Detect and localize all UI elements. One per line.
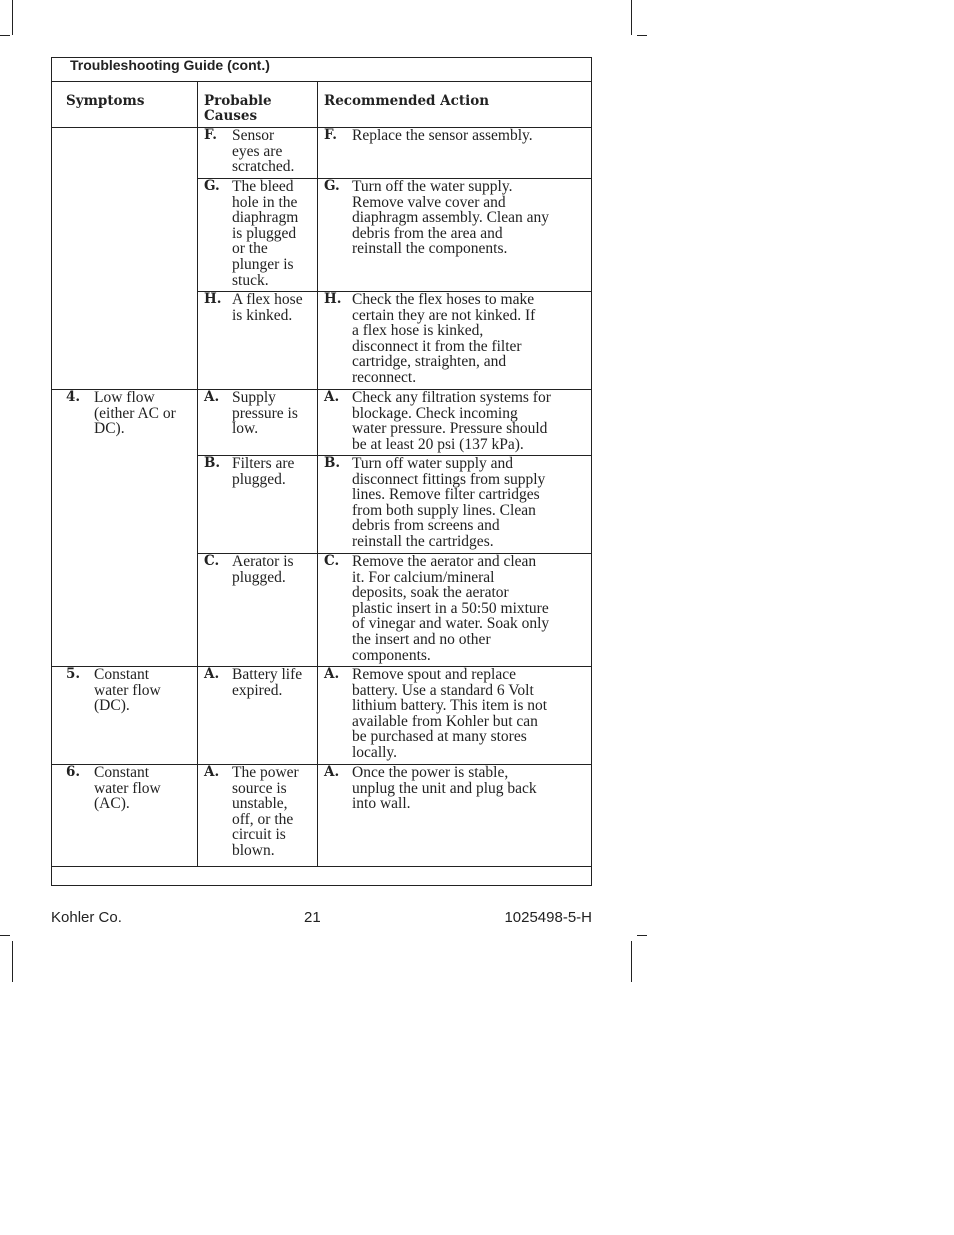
action-text: Turn off water supply and disconnect fittings from supply lines. Remove filter cartridges from both supply lines. Clean debris from screens and reinstall the cartridges.	[352, 455, 546, 550]
crop-mark	[0, 35, 10, 36]
cause-letter: B.	[204, 455, 221, 471]
cause-text: Supply pressure is low.	[232, 389, 298, 438]
column-divider	[197, 81, 198, 866]
header-causes: Probable Causes	[204, 93, 272, 124]
action-letter: F.	[324, 127, 337, 143]
action-letter: G.	[324, 178, 340, 194]
crop-mark	[0, 935, 10, 936]
action-text: Check any filtration systems for blockage. Check incoming water pressure. Pressure should be at least 20 psi (137 kPa).	[352, 389, 551, 453]
action-letter: A.	[324, 764, 340, 780]
troubleshooting-table	[51, 57, 592, 886]
cause-letter: A.	[204, 389, 220, 405]
title-divider	[52, 81, 591, 82]
cause-text: A flex hose is kinked.	[232, 291, 303, 324]
header-action: Recommended Action	[324, 93, 490, 109]
action-letter: C.	[324, 553, 340, 569]
crop-mark	[637, 935, 647, 936]
cause-text: The power source is unstable, off, or the circuit is blown.	[232, 764, 299, 859]
action-letter: A.	[324, 666, 340, 682]
symptom-text: Constant water flow (DC).	[94, 666, 161, 715]
cause-letter: A.	[204, 666, 220, 682]
action-letter: A.	[324, 389, 340, 405]
crop-mark	[12, 941, 13, 982]
action-text: Check the flex hoses to make certain they are not kinked. If a flex hose is kinked, disconnect it from the filter cartridge, straighten, and reconnect.	[352, 291, 536, 386]
footer-company: Kohler Co.	[51, 909, 122, 926]
symptom-number: 5.	[66, 666, 81, 682]
header-symptoms: Symptoms	[66, 93, 145, 109]
cause-letter: H.	[204, 291, 222, 307]
action-text: Remove spout and replace battery. Use a standard 6 Volt lithium battery. This item is not available from Kohler but can be purchased at many stores locally.	[352, 666, 548, 761]
crop-mark	[12, 0, 13, 35]
crop-mark	[631, 0, 632, 35]
action-letter: B.	[324, 455, 341, 471]
column-divider	[317, 81, 318, 866]
action-letter: H.	[324, 291, 342, 307]
footer-page-number: 21	[304, 909, 321, 926]
cause-text: Aerator is plugged.	[232, 553, 294, 586]
symptom-text: Low flow (either AC or DC).	[94, 389, 176, 438]
cause-letter: A.	[204, 764, 220, 780]
symptom-number: 4.	[66, 389, 81, 405]
action-text: Remove the aerator and clean it. For calcium/mineral deposits, soak the aerator plastic insert in a 50:50 mixture of vinegar and water. Soak only the insert and no other components.	[352, 553, 550, 664]
cause-letter: G.	[204, 178, 220, 194]
table-title: Troubleshooting Guide (cont.)	[70, 57, 270, 73]
action-text: Turn off the water supply. Remove valve cover and diaphragm assembly. Clean any debris from the area and reinstall the components.	[352, 178, 549, 258]
crop-mark	[631, 941, 632, 982]
symptom-number: 6.	[66, 764, 81, 780]
table-bottom-divider	[52, 866, 591, 867]
cause-letter: C.	[204, 553, 220, 569]
cause-text: The bleed hole in the diaphragm is plugged or the plunger is stuck.	[232, 178, 299, 289]
cause-text: Sensor eyes are scratched.	[232, 127, 295, 176]
footer-doc-number: 1025498-5-H	[504, 909, 592, 926]
cause-text: Filters are plugged.	[232, 455, 295, 488]
action-text: Once the power is stable, unplug the unit and plug back into wall.	[352, 764, 537, 813]
crop-mark	[637, 35, 647, 36]
cause-text: Battery life expired.	[232, 666, 303, 699]
action-text: Replace the sensor assembly.	[352, 127, 533, 144]
symptom-text: Constant water flow (AC).	[94, 764, 161, 813]
cause-letter: F.	[204, 127, 217, 143]
